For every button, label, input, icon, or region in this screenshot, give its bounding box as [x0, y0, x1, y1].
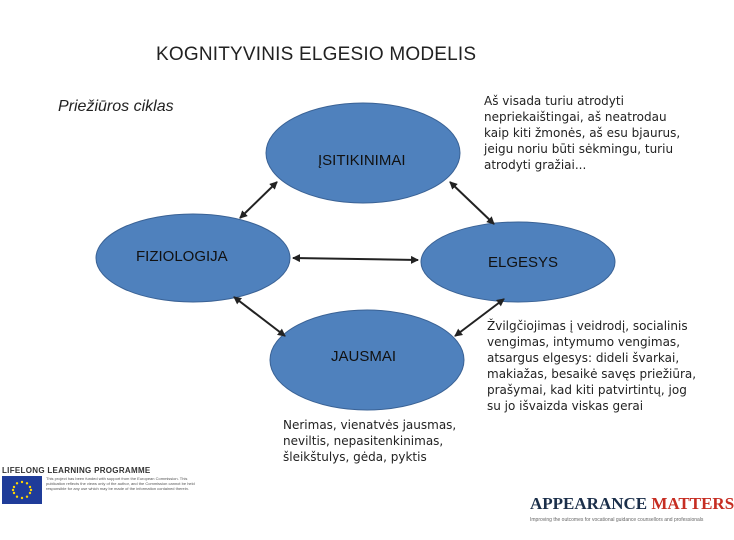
- brand-word-matters: MATTERS: [651, 494, 734, 513]
- physiology-label: FIZIOLOGIJA: [136, 248, 228, 265]
- arrow-physiology-behavior: [293, 258, 418, 260]
- arrow-physiology-emotions: [234, 297, 285, 336]
- arrow-beliefs-behavior: [450, 182, 494, 224]
- brand-word-appearance: APPEARANCE: [530, 494, 648, 513]
- eu-program-title: LIFELONG LEARNING PROGRAMME: [2, 466, 151, 475]
- emotions-note: Nerimas, vienatvės jausmas, neviltis, nepasitenkinimas, šleikštulys, gėda, pyktis: [283, 418, 457, 464]
- eu-disclaimer: This project has been funded with support from the European Commission. This publication reflects the views only of the author, and the Commission cannot be held responsible for any use which may be made of the information contained therein.: [46, 476, 195, 491]
- diagram-title: KOGNITYVINIS ELGESIO MODELIS: [156, 44, 477, 65]
- brand-tagline: Improving the outcomes for vocational guidance counsellors and professionals: [530, 517, 704, 523]
- emotions-label: JAUSMAI: [331, 348, 397, 365]
- arrow-beliefs-physiology: [240, 182, 277, 218]
- behavior-note: Žvilgčiojimas į veidrodį, socialinis vengimas, intymumo vengimas, atsargus elgesys: dideli švarkai, makiažas, besaikė savęs priežiūra, prašymai, kad kiti patvirtintų, jog su jo išvaizda viskas gerai: [487, 319, 697, 413]
- eu-program-logo: [0, 466, 200, 540]
- diagram-subtitle: Priežiūros ciklas: [58, 98, 174, 115]
- beliefs-note: Aš visada turiu atrodyti nepriekaištingai, aš neatrodau kaip kiti žmonės, aš esu bjaurus, jeigu noriu būti sėkmingu, turiu atrodyti gražiai...: [484, 94, 681, 172]
- beliefs-label: ĮSITIKINIMAI: [318, 152, 406, 169]
- eu-flag-icon: [2, 476, 42, 504]
- appearance-matters-logo: [530, 494, 734, 534]
- behavior-label: ELGESYS: [488, 254, 559, 271]
